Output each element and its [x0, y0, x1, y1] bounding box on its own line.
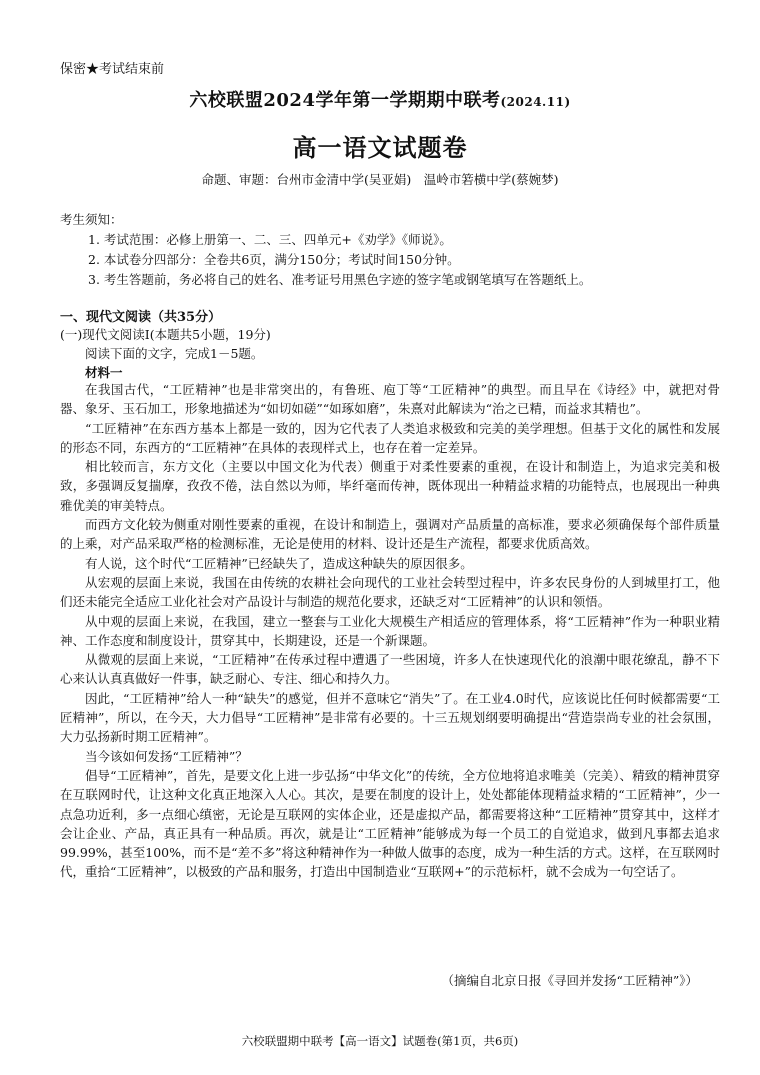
reading-instruction: 阅读下面的文字，完成1－5题。 [85, 346, 264, 361]
paragraph: 从微观的层面上来说，“工匠精神”在传承过程中遭遇了一些困境，许多人在快速现代化的浪潮中眼花缭乱，静不下心来认认真真做好一件事，缺乏耐心、专注、细心和持久力。 [60, 652, 720, 687]
material-label: 材料一 [85, 365, 123, 380]
authors-line: 命题、审题：台州市金清中学(吴亚娟) 温岭市箬横中学(蔡婉梦) [201, 172, 559, 187]
paragraph: 从宏观的层面上来说，我国在由传统的农耕社会向现代的工业社会转型过程中，许多农民身份的人到城里打工，他们还未能完全适应工业化社会对产品设计与制造的规范化要求，还缺乏对“工匠精神”的认识和领悟。 [60, 574, 720, 610]
exam-date: (2024.11) [500, 95, 571, 109]
paragraph: 因此，“工匠精神”给人一种“缺失”的感觉，但并不意味它“消失”了。在工业4.0时代，应该说比任何时候都需要“工匠精神”，所以，在今天，大力倡导“工匠精神”是非常有必要的。十三五规划纲要明确提出“营造崇尚专业的社会氛围，大力弘扬新时期工匠精神”。 [60, 690, 720, 745]
notice-item: 3. 考生答题前，务必将自己的姓名、准考证号用黑色字迹的签字笔或钢笔填写在答题纸上。 [88, 272, 592, 287]
paragraph: 有人说，这个时代“工匠精神”已经缺失了，造成这种缺失的原因很多。 [85, 555, 473, 571]
exam-title-text: 六校联盟2024学年第一学期期中联考 [189, 90, 501, 111]
paragraph: 而西方文化较为侧重对刚性要素的重视，在设计和制造上，强调对产品质量的高标准，要求必须确保每个部件质量的上乘，对产品采取严格的检测标准，无论是使用的材料、设计还是生产流程，都要求优质高效。 [60, 517, 720, 552]
subsection-heading: (一)现代文阅读Ⅰ(本题共5小题，19分) [60, 327, 271, 342]
paragraph: 当今该如何发扬“工匠精神”？ [85, 748, 248, 764]
exam-title [0, 86, 760, 112]
candidate-notice [60, 210, 720, 290]
notice-item: 1. 考试范围：必修上册第一、二、三、四单元+《劝学》《师说》。 [88, 232, 452, 247]
paragraph: 倡导“工匠精神”，首先，是要文化上进一步弘扬“中华文化”的传统，全方位地将追求唯美（完美）、精致的精神贯穿在互联网时代，让这种文化真正地深入人心。其次，是要在制度的设计上，处处都能体现精益求精的“工匠精神”，少一点急功近利，多一点细心缜密，无论是互联网的实体企业，还是虚拟产品，都需要将这种“工匠精神”贯穿其中，这样才会让企业、产品，真正具有一种品质。再次，就是让“工匠精神”能够成为每一个员工的自觉追求，做到凡事都去追求99.99%，甚至100%，而不是“差不多”将这种精神作为一种做人做事的态度，成为一种生活的方式。这样，在互联网时代，重拾“工匠精神”，以极致的产品和服务，打造出中国制造业“互联网+”的示范标杆，就不会成为一句空话了。 [60, 767, 720, 880]
paragraph: 在我国古代，“工匠精神”也是非常突出的，有鲁班、庖丁等“工匠精神”的典型。而且早在《诗经》中，就把对骨器、象牙、玉石加工，形象地描述为“如切如磋”“如琢如磨”，朱熹对此解读为“治之已精，而益求其精也”。 [60, 382, 720, 417]
paper-title: 高一语文试题卷 [292, 133, 468, 162]
paragraph: 相比较而言，东方文化（主要以中国文化为代表）侧重于对柔性要素的重视，在设计和制造上，为追求完美和极致，多强调反复揣摩，孜孜不倦，法自然以为师，毕纤毫而传神，既体现出一种精益求精的功能特点，也展现出一种典雅优美的审美特点。 [60, 459, 720, 513]
page-footer: 六校联盟期中联考【高一语文】试题卷(第1页，共6页) [241, 1034, 519, 1048]
paragraph: 从中观的层面上来说，在我国，建立一整套与工业化大规模生产相适应的管理体系，将“工匠精神”作为一种职业精神、工作态度和制度设计，贯穿其中，长期建设，还是一个新课题。 [60, 613, 720, 648]
material-text [60, 380, 720, 882]
notice-heading: 考生须知： [60, 212, 123, 227]
notice-item: 2. 本试卷分四部分：全卷共6页，满分150分；考试时间150分钟。 [88, 252, 460, 267]
section-heading: 一、现代文阅读（共35分） [60, 310, 222, 325]
confidential-mark: 保密★考试结束前 [60, 62, 165, 77]
paragraph: “工匠精神”在东西方基本上都是一致的，因为它代表了人类追求极致和完美的美学理想。但基于文化的属性和发展的形态不同，东西方的“工匠精神”在具体的表现样式上，也存在着一定差异。 [60, 420, 720, 455]
source-citation: （摘编自北京日报《寻回并发扬“工匠精神”》） [441, 973, 698, 988]
